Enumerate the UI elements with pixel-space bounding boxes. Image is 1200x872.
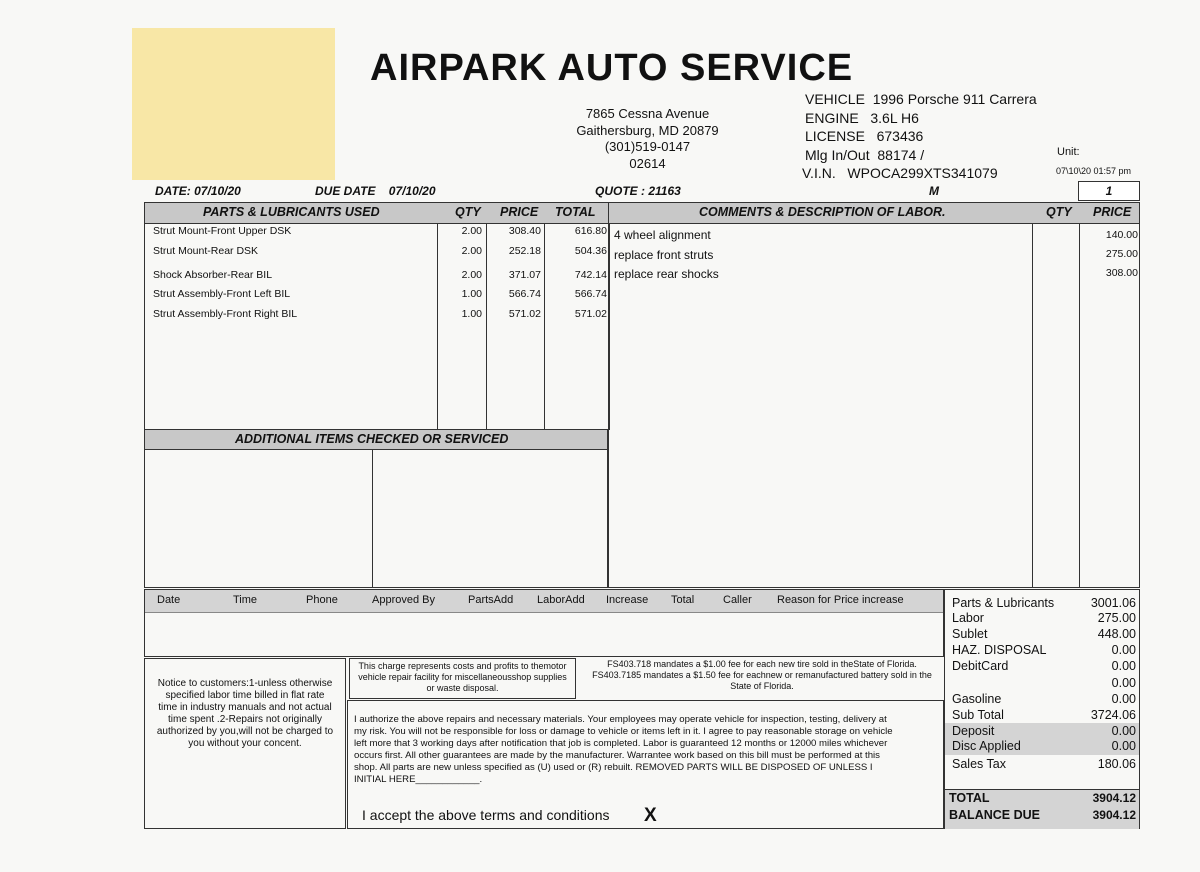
- m-mark: M: [929, 184, 939, 198]
- vehicle-label: VEHICLE: [805, 91, 865, 107]
- due-date-field: [315, 184, 436, 198]
- labor-description: replace rear shocks: [614, 267, 719, 281]
- mileage-label: Mlg In/Out: [805, 146, 870, 163]
- part-qty: 1.00: [461, 288, 482, 300]
- page-number: 1: [1078, 181, 1140, 201]
- balance-due-label: BALANCE DUE: [949, 808, 1040, 822]
- price-increase-table: [144, 589, 944, 657]
- shop-charge-text: This charge represents costs and profits to themotor vehicle repair facility for miscellaneousshop supplies or waste disposal.: [358, 661, 567, 693]
- authorization-text: I authorize the above repairs and necessary materials. Your employees may operate vehicle for inspection, testing, delivery at my risk. You will not be responsible for loss or damage to vehicle or items left in it. I agree to pay reasonable storage on vehicle left more that 3 working days after notification that job is completed. Labor is guaranteed 12 months or 12000 miles whichever occurs first. All other guarantees are made by the manufacturer. Warrantee work based on this bill must be performed at this shop. All parts are new unless specified as (U) used or (R) rebuilt. REMOVED PARTS WILL BE DISPOSED OF UNLESS I INITIAL HERE____________.: [354, 714, 893, 785]
- quote-value: 21163: [648, 184, 681, 198]
- summary-value: 0.00: [1111, 692, 1136, 706]
- vehicle-info: [802, 90, 1037, 183]
- labor-header-desc: COMMENTS & DESCRIPTION OF LABOR.: [699, 205, 946, 219]
- header-reason: Reason for Price increase: [777, 594, 904, 606]
- due-date-value: 07/10/20: [388, 184, 436, 198]
- part-name: Shock Absorber-Rear BIL: [153, 269, 273, 281]
- additional-items-title: ADDITIONAL ITEMS CHECKED OR SERVICED: [235, 432, 509, 446]
- header-date: Date: [157, 594, 181, 606]
- quote-label: QUOTE :: [595, 184, 645, 198]
- part-total: 566.74: [574, 288, 607, 300]
- date-value: 07/10/20: [194, 184, 241, 198]
- license-value: 673436: [876, 128, 924, 144]
- summary-label: Disc Applied: [952, 739, 1021, 753]
- header-approved-by: Approved By: [372, 594, 435, 606]
- customer-notice-box: [144, 658, 346, 829]
- shop-charge-notice: [349, 658, 576, 699]
- vin-label: V.I.N.: [802, 165, 836, 181]
- summary-value: 180.06: [1097, 757, 1136, 771]
- additional-items-box: [144, 429, 608, 588]
- authorization-box: [347, 700, 944, 829]
- florida-fee-notice: FS403.718 mandates a $1.00 fee for each new tire sold in theState of Florida. FS403.7185 mandates a $1.50 fee for eachnew or remanufactured battery sold in the State of Florida.: [592, 659, 932, 691]
- summary-value: 3001.06: [1090, 596, 1136, 610]
- parts-header: [145, 203, 609, 224]
- header-phone: Phone: [306, 594, 338, 606]
- shop-code: 02614: [629, 155, 666, 171]
- quote-field: [595, 184, 681, 198]
- summary-value: 0.00: [1111, 676, 1136, 690]
- summary-label: Deposit: [952, 724, 995, 738]
- summary-label: Parts & Lubricants: [952, 596, 1055, 610]
- part-price: 308.40: [508, 225, 541, 237]
- summary-label: Gasoline: [952, 692, 1002, 706]
- due-date-label: DUE DATE: [315, 184, 376, 198]
- summary-label: Labor: [952, 611, 984, 625]
- summary-label: Sub Total: [952, 708, 1004, 722]
- part-name: Strut Mount-Front Upper DSK: [153, 225, 292, 237]
- header-time: Time: [233, 594, 258, 606]
- summary-value: 275.00: [1097, 611, 1136, 625]
- part-qty: 1.00: [461, 308, 482, 320]
- summary-label: Sublet: [952, 627, 988, 641]
- summary-value: 0.00: [1111, 659, 1136, 673]
- part-qty: 2.00: [461, 225, 482, 237]
- part-name: Strut Assembly-Front Right BIL: [153, 308, 298, 320]
- date-field: [155, 184, 241, 198]
- summary-value: 0.00: [1111, 643, 1136, 657]
- total-value: 3904.12: [1092, 791, 1136, 805]
- header-labor-add: LaborAdd: [537, 594, 585, 606]
- summary-value: 3724.06: [1090, 708, 1136, 722]
- address-line: Gaithersburg, MD 20879: [576, 122, 719, 138]
- date-label: DATE:: [155, 184, 191, 198]
- license-label: LICENSE: [805, 128, 865, 144]
- header-caller: Caller: [723, 594, 752, 606]
- signature-x-mark[interactable]: X: [644, 805, 657, 826]
- summary-label: Sales Tax: [952, 757, 1006, 771]
- part-name: Strut Assembly-Front Left BIL: [153, 288, 291, 300]
- shop-address: [560, 106, 735, 172]
- vin-value: WPOCA299XTS341079: [847, 165, 998, 181]
- labor-price: 275.00: [1105, 248, 1138, 260]
- summary-value: 0.00: [1111, 724, 1136, 738]
- vehicle-value: 1996 Porsche 911 Carrera: [872, 91, 1037, 107]
- total-label: TOTAL: [949, 791, 990, 805]
- company-name: AIRPARK AUTO SERVICE: [370, 47, 854, 89]
- customer-notice-text: Notice to customers:1-unless otherwise specified labor time billed in flat rate time in industry manuals and not actual time spent .2-Repairs not originally authorized by you,will not be charged to you without your concent.: [156, 678, 334, 749]
- summary-value: 448.00: [1097, 627, 1136, 641]
- unit-label: Unit:: [1057, 146, 1080, 158]
- part-price: 252.18: [508, 245, 541, 257]
- part-price: 371.07: [508, 269, 541, 281]
- accept-terms-text: I accept the above terms and conditions: [362, 807, 610, 823]
- part-price: 571.02: [508, 308, 541, 320]
- summary-label: HAZ. DISPOSAL: [952, 643, 1047, 657]
- labor-header-qty: QTY: [1046, 205, 1072, 219]
- price-increase-header: [145, 590, 943, 613]
- header-parts-add: PartsAdd: [468, 594, 514, 606]
- engine-value: 3.6L H6: [870, 109, 919, 126]
- labor-description: replace front struts: [614, 248, 714, 262]
- parts-table: [144, 202, 610, 430]
- part-qty: 2.00: [461, 269, 482, 281]
- phone-number: (301)519-0147: [604, 139, 691, 154]
- header-total: Total: [671, 594, 695, 606]
- part-price: 566.74: [508, 288, 541, 300]
- labor-price: 140.00: [1105, 229, 1138, 241]
- balance-due-value: 3904.12: [1092, 808, 1136, 822]
- part-total: 616.80: [574, 225, 607, 237]
- timestamp: 07\10\20 01:57 pm: [1056, 166, 1132, 176]
- engine-label: ENGINE: [805, 109, 859, 126]
- part-total: 571.02: [574, 308, 607, 320]
- column-divider: [372, 450, 373, 587]
- labor-header-price: PRICE: [1093, 205, 1132, 219]
- labor-header: [609, 203, 1139, 224]
- part-total: 742.14: [574, 269, 607, 281]
- labor-description: 4 wheel alignment: [614, 228, 711, 242]
- labor-price: 308.00: [1105, 267, 1138, 279]
- additional-items-header: [145, 430, 607, 450]
- parts-header-total: TOTAL: [555, 205, 596, 219]
- header-increase: Increase: [606, 594, 649, 606]
- summary-value: 0.00: [1111, 739, 1136, 753]
- parts-header-qty: QTY: [455, 205, 481, 219]
- mileage-value: 88174 /: [877, 146, 925, 163]
- part-name: Strut Mount-Rear DSK: [153, 245, 259, 257]
- labor-table: [608, 202, 1140, 588]
- parts-header-price: PRICE: [500, 205, 539, 219]
- part-qty: 2.00: [461, 245, 482, 257]
- address-line: 7865 Cessna Avenue: [585, 106, 710, 121]
- summary-label: DebitCard: [952, 659, 1009, 673]
- column-divider: [1032, 224, 1033, 587]
- parts-header-name: PARTS & LUBRICANTS USED: [203, 205, 380, 219]
- part-total: 504.36: [574, 245, 607, 257]
- sticky-note: [132, 28, 335, 180]
